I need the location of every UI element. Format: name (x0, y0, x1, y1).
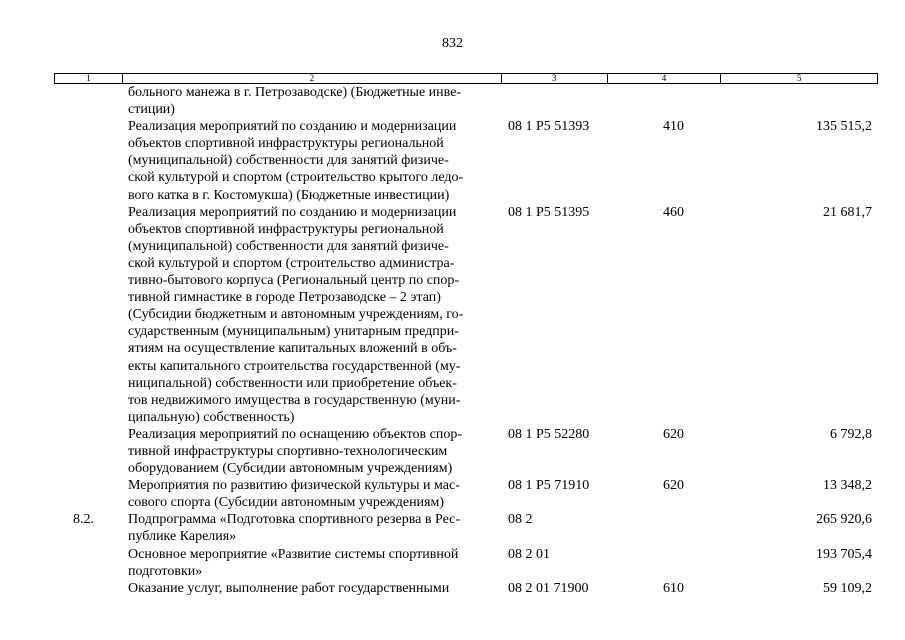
header-col-2: 2 (123, 74, 502, 83)
table-row (54, 118, 878, 203)
description-line: (муниципальной) собственности для занятий физиче- (128, 238, 449, 254)
row-expense-type: 410 (663, 119, 684, 135)
row-code: 08 1 Р5 51395 (508, 204, 590, 220)
description-line: тивной инфраструктуры спортивно-технологическим (128, 443, 448, 459)
description-line: ской культурой и спортом (строительство администра- (128, 255, 455, 271)
table-body (54, 84, 878, 597)
row-number (54, 426, 122, 477)
description-line: ниципальной) собственности или приобретение объек- (128, 375, 457, 391)
row-amount: 13 348,2 (823, 478, 872, 494)
row-description (122, 580, 502, 597)
row-expense-type (663, 511, 723, 545)
description-line: Реализация мероприятий по оснащению объектов спор- (128, 426, 463, 442)
row-description (122, 546, 502, 580)
row-amount: 193 705,4 (816, 546, 872, 562)
description-line: тивно-бытового корпуса (Региональный центр по спор- (128, 273, 460, 289)
row-number (54, 118, 122, 203)
row-amount: 21 681,7 (823, 204, 872, 220)
row-description (122, 477, 502, 511)
row-number (54, 580, 122, 597)
row-code: 08 1 Р5 71910 (508, 478, 590, 494)
row-amount: 6 792,8 (830, 426, 872, 442)
description-line: Подпрограмма «Подготовка спортивного резерва в Рес- (128, 512, 461, 528)
description-line: (муниципальной) собственности для занятий физиче- (128, 153, 449, 169)
description-line: объектов спортивной инфраструктуры региональной (128, 136, 444, 152)
table-row (54, 511, 878, 545)
row-number (54, 477, 122, 511)
description-line: Основное мероприятие «Развитие системы спортивной (128, 546, 459, 562)
description-line: тов недвижимого имущества в государственную (муни- (128, 392, 461, 408)
table-row (54, 204, 878, 426)
row-expense-type (663, 546, 723, 580)
row-amount: 135 515,2 (816, 119, 872, 135)
description-line: объектов спортивной инфраструктуры региональной (128, 221, 444, 237)
row-description (122, 84, 502, 118)
row-amount: 265 920,6 (816, 512, 872, 528)
description-line: публике Карелия» (128, 529, 237, 545)
row-code: 08 1 Р5 52280 (508, 426, 590, 442)
header-col-5: 5 (796, 73, 802, 83)
row-number (54, 84, 122, 118)
description-line: (Субсидии бюджетным и автономным учреждениям, го- (128, 307, 464, 323)
row-expense-type: 460 (663, 204, 684, 220)
description-line: больного манежа в г. Петрозаводске) (Бюджетные инве- (128, 85, 462, 100)
row-expense-type: 620 (663, 478, 684, 494)
table-row (54, 426, 878, 477)
table-row (54, 546, 878, 580)
table-header (54, 73, 878, 84)
description-line: Мероприятия по развитию физической культуры и мас- (128, 478, 460, 494)
header-col-4: 4 (608, 74, 722, 83)
description-line: ской культурой и спортом (строительство крытого ледо- (128, 170, 464, 186)
description-line: Реализация мероприятий по созданию и модернизации (128, 119, 457, 135)
row-amount (723, 84, 875, 118)
table-row (54, 477, 878, 511)
row-description (122, 204, 502, 426)
description-line: Реализация мероприятий по созданию и модернизации (128, 204, 457, 220)
table-row (54, 84, 878, 118)
description-line: сового спорта (Субсидии автономным учреждениям) (128, 495, 445, 511)
description-line: оборудованием (Субсидии автономным учреждениям) (128, 461, 453, 477)
table-row (54, 580, 878, 597)
row-description (122, 118, 502, 203)
row-expense-type: 620 (663, 426, 684, 442)
row-amount: 59 109,2 (823, 580, 872, 596)
row-expense-type (663, 84, 723, 118)
description-line: Оказание услуг, выполнение работ государственными (128, 580, 450, 596)
row-code: 08 2 01 (508, 546, 550, 562)
row-code: 08 1 Р5 51393 (508, 119, 590, 135)
page-number: 832 (442, 36, 463, 51)
description-line: тивной гимнастике в городе Петрозаводске – 2 этап) (128, 290, 441, 306)
description-line: ципальную) собственность) (128, 409, 295, 425)
row-code (502, 84, 663, 118)
row-expense-type: 610 (663, 580, 684, 596)
row-code: 08 2 01 71900 (508, 580, 589, 596)
description-line: сударственным (муниципальным) унитарным предпри- (128, 324, 459, 340)
row-number (54, 546, 122, 580)
description-line: вого катка в г. Костомукша) (Бюджетные инвестиции) (128, 187, 450, 203)
description-line: стиции) (128, 102, 175, 118)
description-line: подготовки» (128, 563, 203, 579)
row-description (122, 511, 502, 545)
row-number: 8.2. (73, 512, 94, 528)
description-line: ятиям на осуществление капитальных вложений в объ- (128, 341, 457, 357)
description-line: екты капитального строительства государственной (му- (128, 358, 461, 374)
header-col-3: 3 (502, 74, 608, 83)
row-number (54, 204, 122, 426)
header-col-1: 1 (55, 74, 123, 83)
row-code: 08 2 (508, 512, 533, 528)
row-description (122, 426, 502, 477)
